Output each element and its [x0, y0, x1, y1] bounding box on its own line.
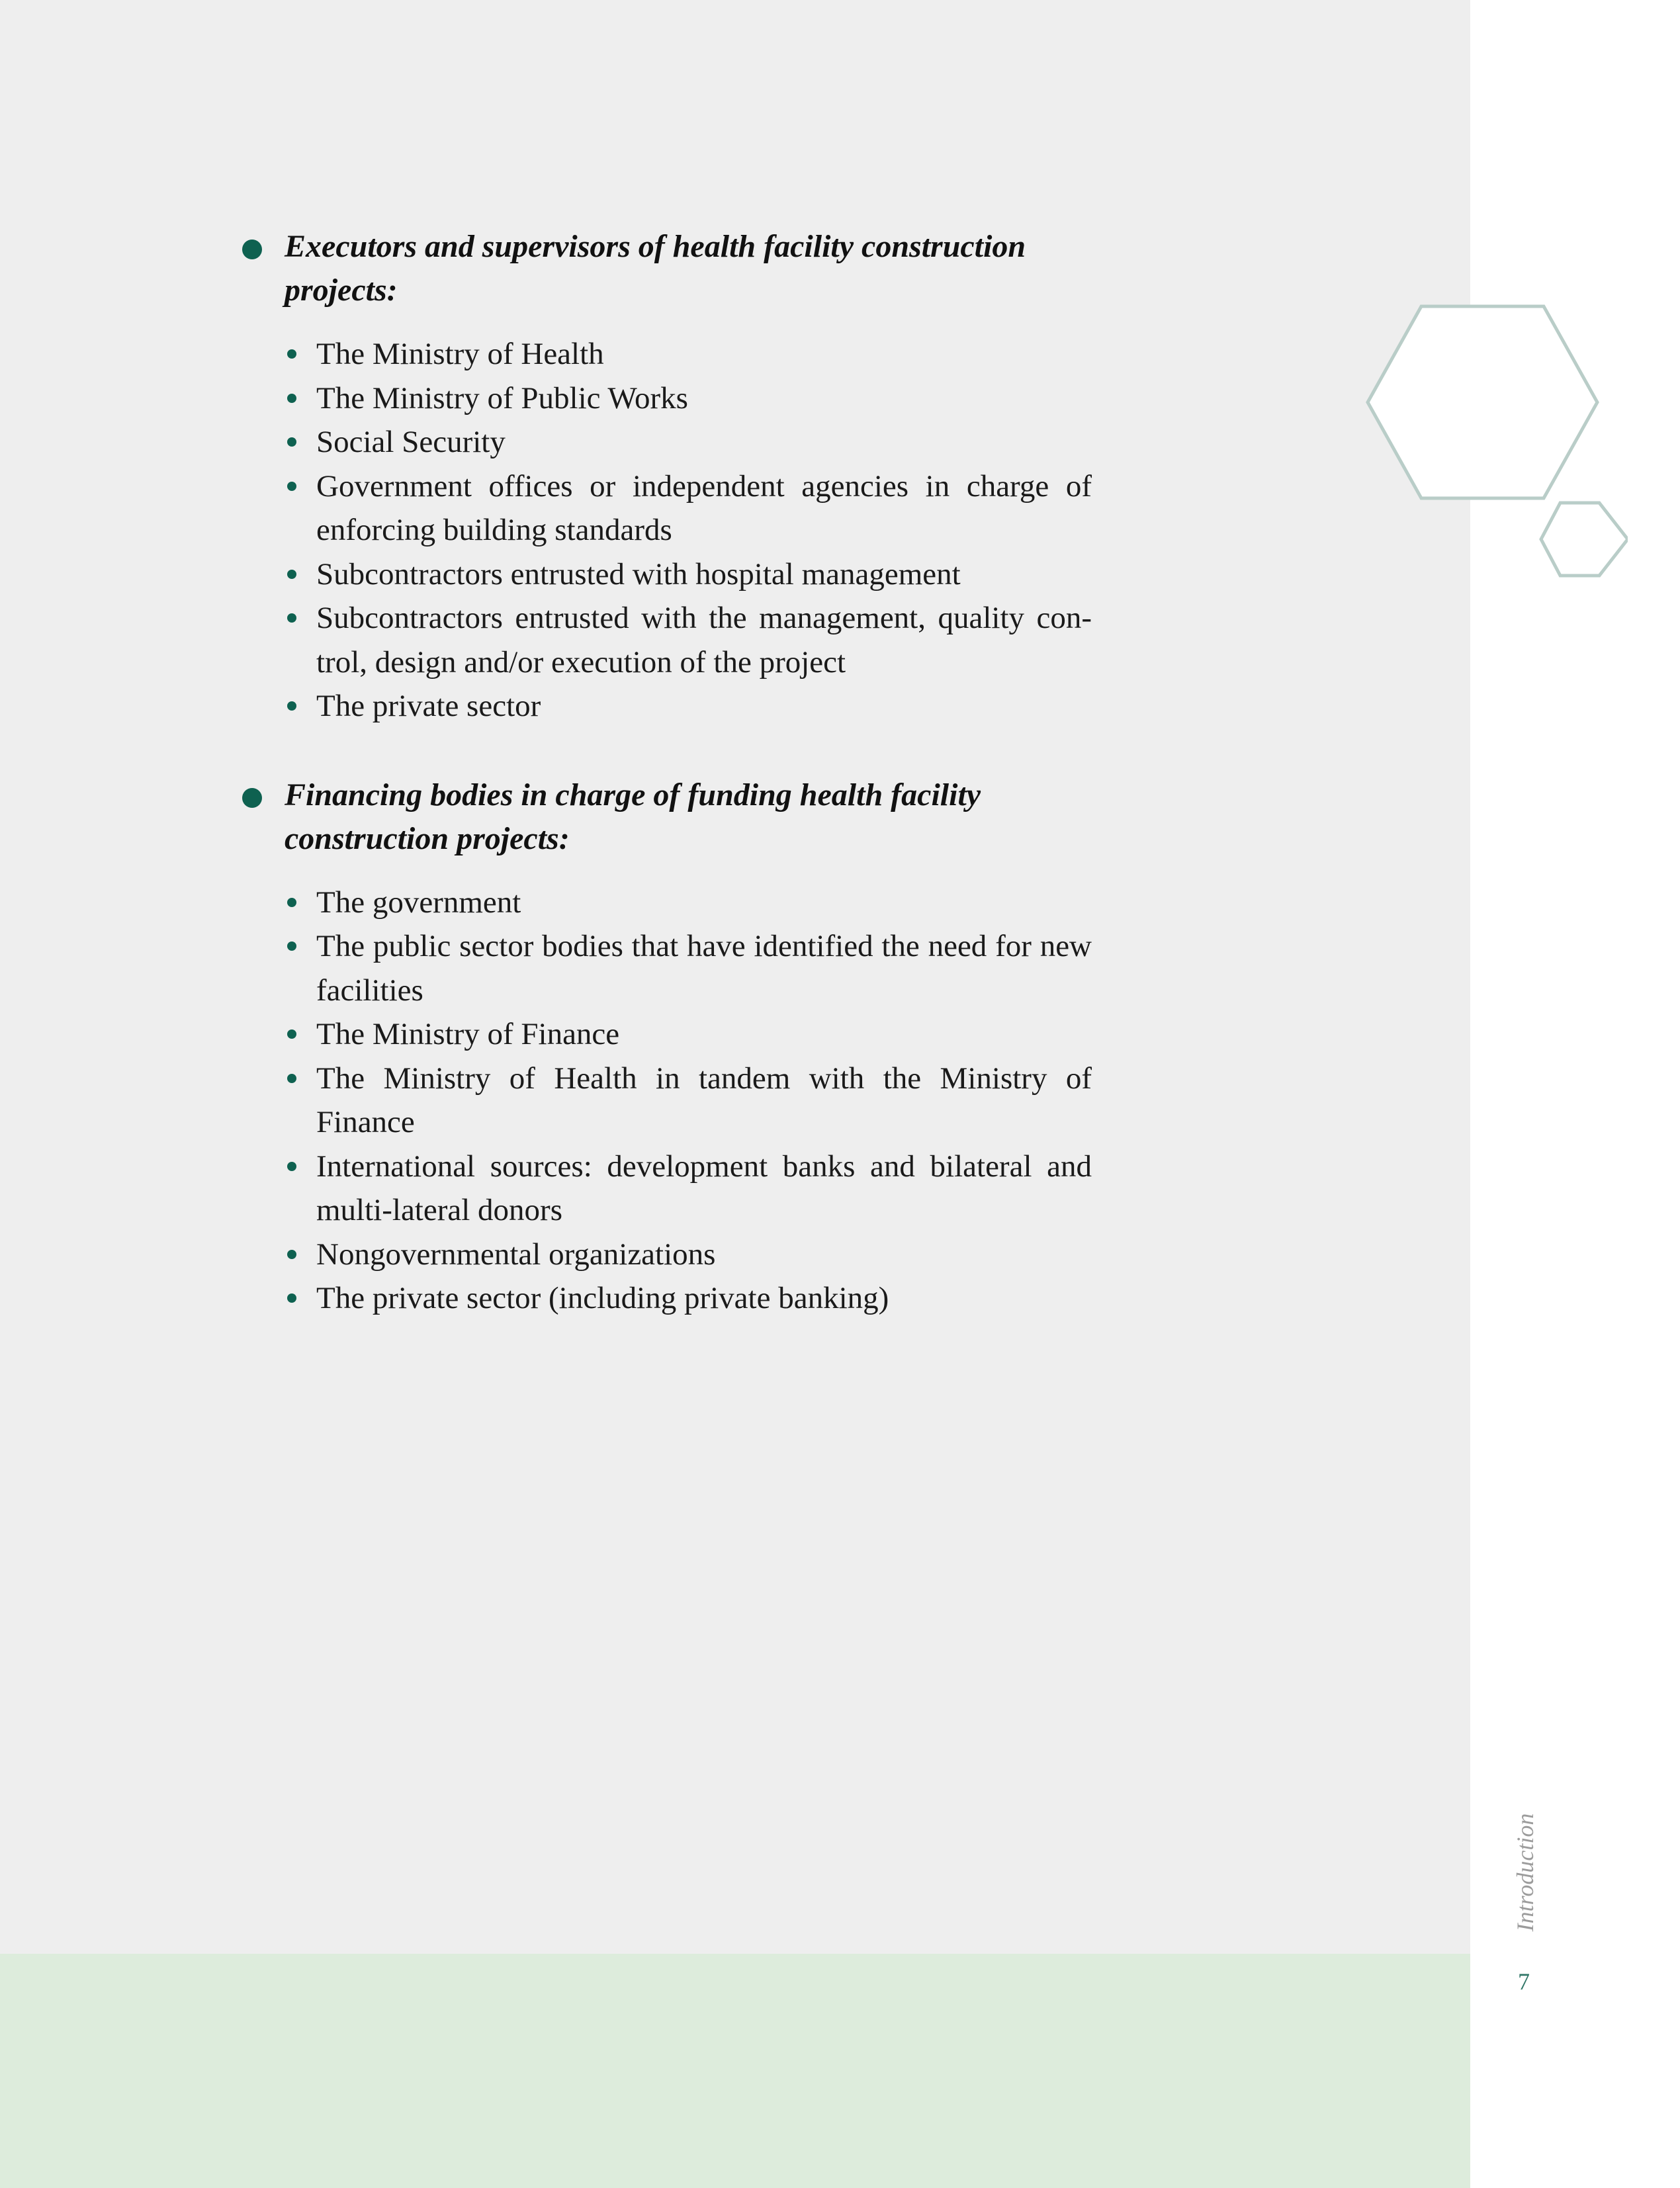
- list-item: [285, 376, 1092, 421]
- bullet-icon: [287, 1250, 296, 1259]
- list-item: [285, 881, 1092, 925]
- list-item-text: International sources: development banks and bilateral and multi-lateral donors: [316, 1149, 1092, 1227]
- section-bullet-icon: [242, 788, 262, 808]
- section-heading: Executors and supervisors of health facility construction projects:: [285, 229, 1026, 308]
- list-item-text: Social Security: [316, 425, 506, 459]
- list-item: [285, 332, 1092, 376]
- bullet-icon: [287, 701, 296, 711]
- list-item: [285, 1012, 1092, 1057]
- page-number: 7: [1518, 1968, 1530, 1995]
- list-item: [285, 464, 1092, 552]
- financing-list: [285, 881, 1092, 1321]
- list-item: [285, 552, 1092, 597]
- main-content: [238, 225, 1092, 1321]
- list-item-text: The Ministry of Health: [316, 337, 604, 371]
- list-item-text: Nongovernmental organizations: [316, 1237, 716, 1272]
- bullet-icon: [287, 941, 296, 951]
- list-item-text: The private sector: [316, 689, 541, 723]
- list-item-text: The private sector (including private banking): [316, 1281, 889, 1315]
- bullet-icon: [287, 613, 296, 623]
- section-bullet-icon: [242, 240, 262, 259]
- list-item-text: The Ministry of Health in tandem with the Ministry of Finance: [316, 1061, 1092, 1139]
- list-item: [285, 596, 1092, 684]
- list-item-text: The Ministry of Finance: [316, 1017, 620, 1051]
- list-item: [285, 420, 1092, 464]
- list-item-text: The public sector bodies that have identified the need for new facilities: [316, 929, 1092, 1008]
- bullet-icon: [287, 1162, 296, 1171]
- list-item: [285, 1276, 1092, 1321]
- list-item-text: Subcontractors entrusted with the management, quality con- trol, design and/or execution of the project: [316, 601, 1092, 679]
- list-item: [285, 924, 1092, 1012]
- bullet-icon: [287, 1029, 296, 1039]
- section-financing: [238, 773, 1092, 1321]
- section-label: Introduction: [1512, 1813, 1538, 1932]
- bullet-icon: [287, 482, 296, 491]
- section-heading: Financing bodies in charge of funding health facility construction projects:: [285, 777, 981, 856]
- footer-band: [0, 1954, 1470, 2188]
- list-item-text: Subcontractors entrusted with hospital management: [316, 556, 961, 591]
- large-hexagon: [1368, 306, 1597, 498]
- list-item-text: The government: [316, 885, 521, 920]
- list-item: [285, 684, 1092, 728]
- list-item-text: Government offices or independent agencies in charge of enforcing building standards: [316, 468, 1092, 547]
- bullet-icon: [287, 570, 296, 579]
- list-item: [285, 1057, 1092, 1145]
- bullet-icon: [287, 394, 296, 403]
- list-item-text: The Ministry of Public Works: [316, 380, 688, 416]
- bullet-icon: [287, 437, 296, 447]
- executors-list: [285, 332, 1092, 728]
- bullet-icon: [287, 349, 296, 359]
- small-hexagon: [1541, 503, 1628, 576]
- list-item: [285, 1145, 1092, 1233]
- section-executors: [238, 225, 1092, 728]
- list-item: [285, 1233, 1092, 1277]
- bullet-icon: [287, 1074, 296, 1083]
- bullet-icon: [287, 898, 296, 907]
- hexagon-decoration: [1350, 301, 1628, 579]
- bullet-icon: [287, 1293, 296, 1303]
